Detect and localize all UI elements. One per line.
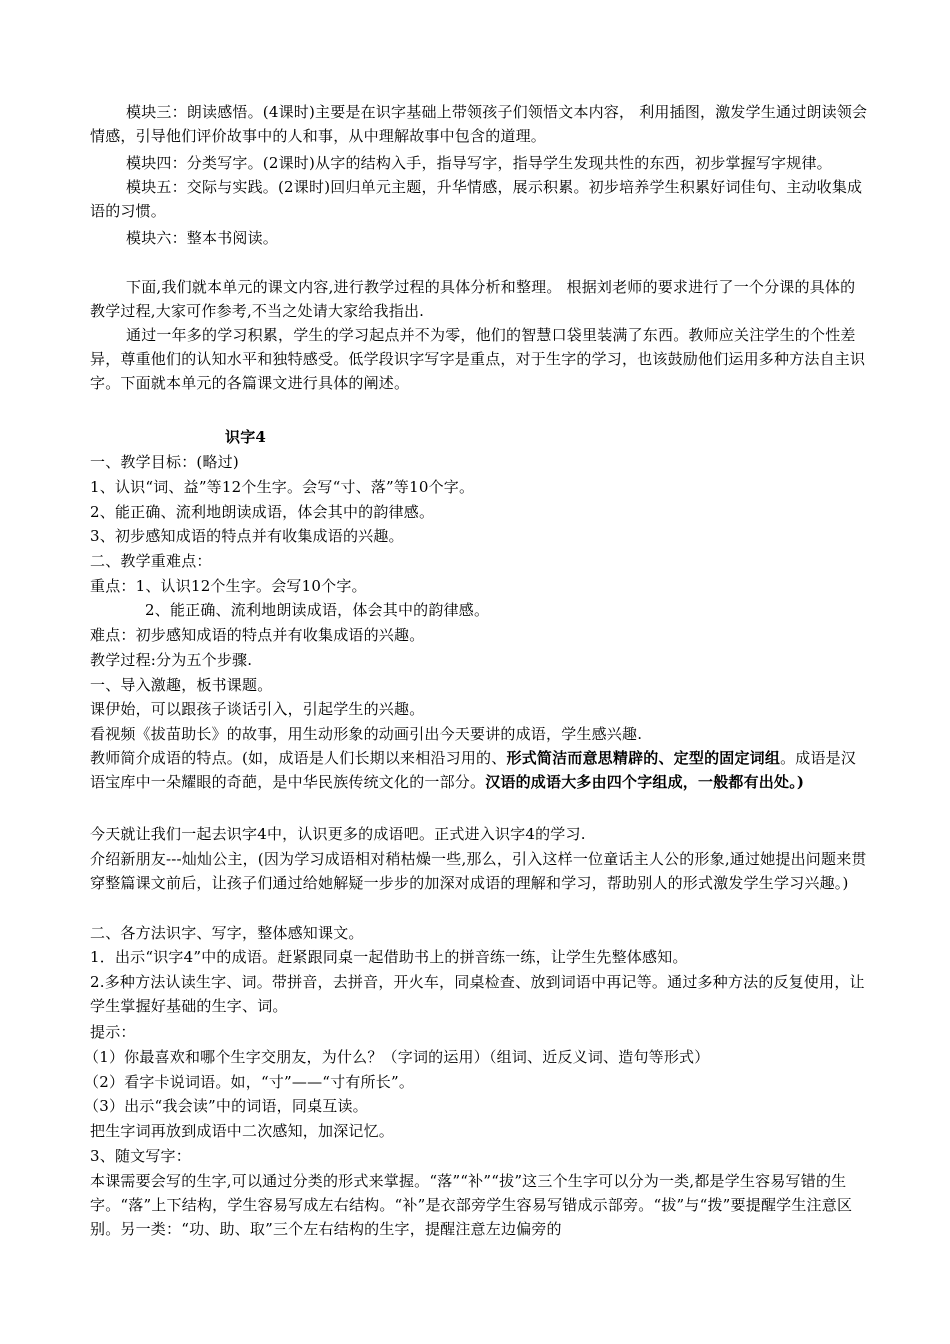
goals-heading: 一、教学目标：(略过) <box>90 453 239 471</box>
hint-heading: 提示： <box>90 1023 136 1041</box>
process-heading: 教学过程:分为五个步骤. <box>90 651 253 669</box>
step2-item-3: 把生字词再放到成语中二次感知，加深记忆。 <box>90 1122 395 1140</box>
idiom-definition-bold: 形式简洁而意思精辟的、定型的固定词组 <box>506 749 781 767</box>
lesson-title: 识字4 <box>225 428 267 446</box>
hint-2: （2）看字卡说词语。如，“寸”——“寸有所长”。 <box>84 1073 415 1091</box>
learner-paragraph: 通过一年多的学习积累，学生的学习起点并不为零，他们的智慧口袋里装满了东西。教师应关注学生的个性差异，尊重他们的认知水平和独特感受。低学段识字写字是重点，对于生字的学习，也该鼓励他们运用多种方法自主识字。下面就本单元的各篇课文进行具体的阐述。 <box>90 326 866 392</box>
module4-paragraph: 模块四：分类写字。(2课时)从字的结构入手，指导写字，指导学生发现共性的东西，初步掌握写字规律。 <box>126 154 832 172</box>
goal-item-2: 2、能正确、流利地朗读成语，体会其中的韵律感。 <box>90 503 435 521</box>
key-point-2: 2、能正确、流利地朗读成语，体会其中的韵律感。 <box>145 601 490 619</box>
step1-intro: 课伊始，可以跟孩子谈话引入，引起学生的兴趣。 <box>90 700 425 718</box>
key-point-1: 重点：1、认识12个生字。会写10个字。 <box>90 577 367 595</box>
idiom-intro-text: 教师简介成语的特点。(如，成语是人们长期以来相沿习用的、 <box>90 749 507 767</box>
module3-paragraph: 模块三：朗读感悟。(4课时)主要是在识字基础上带领孩子们领悟文本内容， 利用插图，激发学生通过朗读领会情感，引导他们评价故事中的人和事，从中理解故事中包含的道理。 <box>90 103 868 145</box>
key-heading: 二、教学重难点： <box>90 552 212 570</box>
goal-item-1: 1、认识“词、益”等12个生字。会写“寸、落”等10个字。 <box>90 478 475 496</box>
step1-today: 今天就让我们一起去识字4中，认识更多的成语吧。正式进入识字4的学习. <box>90 825 586 843</box>
step1-friend: 介绍新朋友---灿灿公主，(因为学习成语相对稍枯燥一些,那么，引入这样一位童话主人公的形象,通过她提出问题来贯穿整篇课文前后，让孩子们通过给她解疑一步步的加深对成语的理解和学习，帮助别人的形式激发学生学习兴趣。) <box>90 850 867 892</box>
hint-1: （1）你最喜欢和哪个生字交朋友，为什么？（字词的运用）（组词、近反义词、造句等形式） <box>84 1048 710 1066</box>
step2-heading: 二、各方法识字、写字，整体感知课文。 <box>90 924 364 942</box>
idiom-origin-bold: 汉语的成语大多由四个字组成，一般都有出处。) <box>485 773 805 791</box>
step3-paragraph: 本课需要会写的生字,可以通过分类的形式来掌握。“落”“补”“拔”这三个生字可以分为一类,都是学生容易写错的生字。“落”上下结构，学生容易写成左右结构。“补”是衣部旁学生容易写错成示部旁。“拔”与“拨”要提醒学生注意区别。另一类：“功、助、取”三个左右结构的生字，提醒注意左边偏旁的 <box>90 1172 853 1238</box>
step1-heading: 一、导入激趣，板书课题。 <box>90 676 273 694</box>
step1-video: 看视频《拔苗助长》的故事，用生动形象的动画引出今天要讲的成语，学生感兴趣. <box>90 725 643 743</box>
idiom-intro-text-2: 。成语是汉语宝库中一朵耀眼的奇葩，是中华民族传统文化的一部分。 <box>90 749 857 791</box>
overview-paragraph: 下面,我们就本单元的课文内容,进行教学过程的具体分析和整理。 根据刘老师的要求进行了一个分课的具体的教学过程,大家可作参考,不当之处请大家给我指出. <box>90 278 856 320</box>
hint-3: （3）出示“我会读”中的词语，同桌互读。 <box>84 1097 368 1115</box>
step1-idiom-intro <box>90 746 870 794</box>
module5-paragraph: 模块五：交际与实践。(2课时)回归单元主题，升华情感，展示积累。初步培养学生积累好词佳句、主动收集成语的习惯。 <box>90 178 863 220</box>
goal-item-3: 3、初步感知成语的特点并有收集成语的兴趣。 <box>90 527 404 545</box>
step2-item-2: 2.多种方法认读生字、词。带拼音，去拼音，开火车，同桌检查、放到词语中再记等。通过多种方法的反复使用，让学生掌握好基础的生字、词。 <box>90 973 865 1015</box>
module6-paragraph: 模块六：整本书阅读。 <box>126 229 279 247</box>
step2-item-1: 1．出示“识字4”中的成语。赶紧跟同桌一起借助书上的拼音练一练，让学生先整体感知。 <box>90 948 688 966</box>
step3-heading: 3、随文写字： <box>90 1147 191 1165</box>
difficulty: 难点：初步感知成语的特点并有收集成语的兴趣。 <box>90 626 425 644</box>
